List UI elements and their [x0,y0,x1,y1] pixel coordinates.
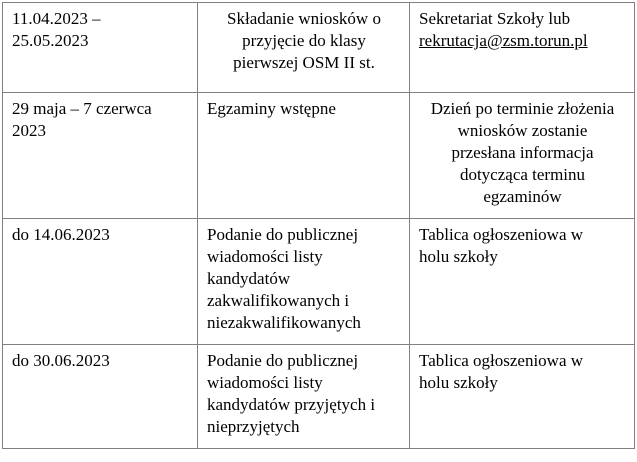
place-cell [410,93,635,219]
event-line: Podanie do publicznej [207,351,359,370]
event-line: nieprzyjętych [207,417,300,436]
event-line: pierwszej OSM II st. [233,53,375,72]
event-line: wiadomości listy [207,247,323,266]
date-cell [3,93,198,219]
date-cell [3,219,198,345]
place-line: egzaminów [483,187,562,206]
place-line: Sekretariat Szkoły lub [419,9,571,28]
email-link[interactable]: rekrutacja@zsm.torun.pl [419,31,588,50]
place-cell [410,219,635,345]
date-line: 2023 [12,121,46,140]
place-line: przesłana informacja [451,143,594,162]
place-cell [410,3,635,93]
table-row [3,219,635,345]
place-line: Tablica ogłoszeniowa w [419,351,584,370]
event-line: kandydatów [207,269,291,288]
place-line: Tablica ogłoszeniowa w [419,225,584,244]
event-line: Składanie wniosków o [227,9,381,28]
date-cell [3,3,198,93]
table-row [3,3,635,93]
place-line: dotycząca terminu [459,165,586,184]
recruitment-schedule-table [2,2,635,449]
place-line: wniosków zostanie [457,121,588,140]
event-line: zakwalifikowanych i [207,291,350,310]
date-line: 11.04.2023 – [12,9,101,28]
event-cell [198,3,410,93]
date-line: 25.05.2023 [12,31,89,50]
event-line: Egzaminy wstępne [207,99,336,118]
place-line: Dzień po terminie złożenia [430,99,615,118]
table-row [3,345,635,449]
event-line: kandydatów przyjętych i [207,395,376,414]
date-cell [3,345,198,449]
table-row [3,93,635,219]
place-line: holu szkoły [419,373,498,392]
date-line: do 14.06.2023 [12,225,110,244]
place-line: holu szkoły [419,247,498,266]
event-cell [198,219,410,345]
event-cell [198,345,410,449]
event-line: niezakwalifikowanych [207,313,361,332]
date-line: do 30.06.2023 [12,351,110,370]
date-line: 29 maja – 7 czerwca [12,99,152,118]
event-line: przyjęcie do klasy [242,31,366,50]
event-cell [198,93,410,219]
place-cell [410,345,635,449]
event-line: wiadomości listy [207,373,323,392]
event-line: Podanie do publicznej [207,225,359,244]
